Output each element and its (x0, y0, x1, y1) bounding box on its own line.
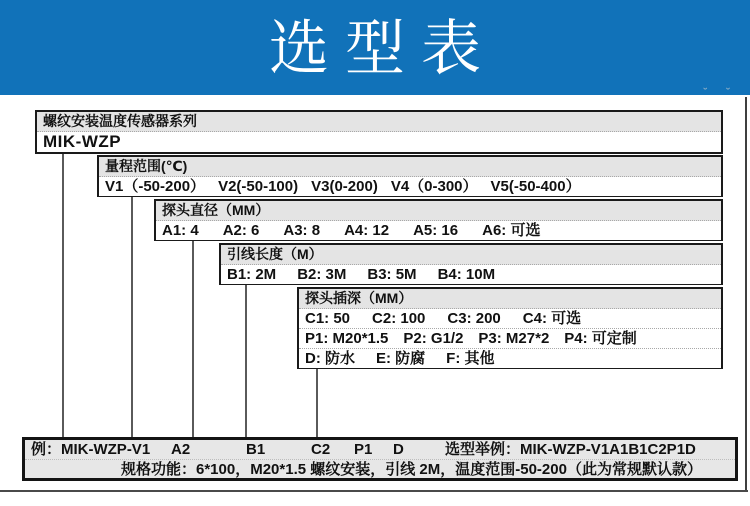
protection-option: D: 防水 (305, 350, 355, 367)
lead-option: B3: 5M (367, 266, 417, 283)
lead-length-title: 引线长度（M） (221, 245, 721, 265)
protection-option: E: 防腐 (376, 350, 426, 367)
series-model: MIK-WZP (37, 132, 721, 151)
series-title: 螺纹安装温度传感器系列 (37, 112, 721, 132)
depth-row-c (299, 309, 721, 329)
depth-title: 探头插深（MM） (299, 289, 721, 309)
range-box (97, 155, 723, 197)
outer-frame-right-border (745, 97, 747, 491)
diameter-option: A4: 12 (344, 222, 390, 239)
example-code: C2 (311, 441, 331, 458)
example-spec-row (25, 460, 735, 479)
connector-line-diameter (192, 241, 194, 437)
selection-example: 选型举例：MIK-WZP-V1A1B1C2P1D (445, 441, 696, 458)
lead-option: B1: 2M (227, 266, 277, 283)
outer-frame-bottom-border (0, 490, 748, 492)
diameter-option: A1: 4 (162, 222, 199, 239)
range-option: V1（-50-200） (105, 178, 206, 195)
diameter-option: A6: 可选 (482, 222, 541, 239)
range-options-row (99, 177, 721, 196)
range-option: V5(-50-400） (490, 178, 581, 195)
lead-length-box (219, 243, 723, 285)
example-code: B1 (246, 441, 266, 458)
diameter-option: A3: 8 (283, 222, 321, 239)
thread-option: P3: M27*2 (478, 330, 550, 347)
depth-option: C4: 可选 (522, 310, 582, 327)
range-title: 量程范围(℃) (99, 157, 721, 177)
title-banner (0, 0, 750, 95)
example-box (22, 437, 738, 481)
thread-option: P1: M20*1.5 (305, 330, 389, 347)
range-option: V4（0-300） (390, 178, 478, 195)
depth-row-d (299, 349, 721, 368)
diameter-box (154, 199, 723, 241)
example-prefix: 例：MIK-WZP-V1 (31, 441, 151, 458)
range-option: V2(-50-100) (218, 178, 299, 195)
banner-corner-marks: ˘ ˘ (703, 87, 738, 99)
connector-line-lead (245, 285, 247, 437)
range-option: V3(0-200) (311, 178, 378, 195)
example-code: D (393, 441, 404, 458)
depth-option: C2: 100 (372, 310, 426, 327)
depth-row-p (299, 329, 721, 349)
diameter-title: 探头直径（MM） (156, 201, 721, 221)
example-code-row (25, 440, 735, 460)
diameter-option: A5: 16 (413, 222, 459, 239)
lead-option: B4: 10M (437, 266, 496, 283)
thread-option: P2: G1/2 (403, 330, 464, 347)
page-title: 选型表 (269, 14, 497, 82)
lead-length-options-row (221, 265, 721, 284)
example-code: A2 (171, 441, 191, 458)
series-box (35, 110, 723, 154)
lead-option: B2: 3M (297, 266, 347, 283)
example-code: P1 (354, 441, 373, 458)
depth-option: C1: 50 (305, 310, 351, 327)
thread-option: P4: 可定制 (564, 330, 637, 347)
diameter-options-row (156, 221, 721, 240)
spec-description: 规格功能：6*100，M20*1.5 螺纹安装，引线 2M，温度范围-50-200（此为常规默认款） (121, 461, 702, 478)
connector-line-series (62, 154, 64, 437)
depth-box (297, 287, 723, 369)
diameter-option: A2: 6 (222, 222, 260, 239)
depth-option: C3: 200 (447, 310, 501, 327)
connector-line-depth (316, 369, 318, 437)
protection-option: F: 其他 (446, 350, 495, 367)
connector-line-range (131, 197, 133, 437)
